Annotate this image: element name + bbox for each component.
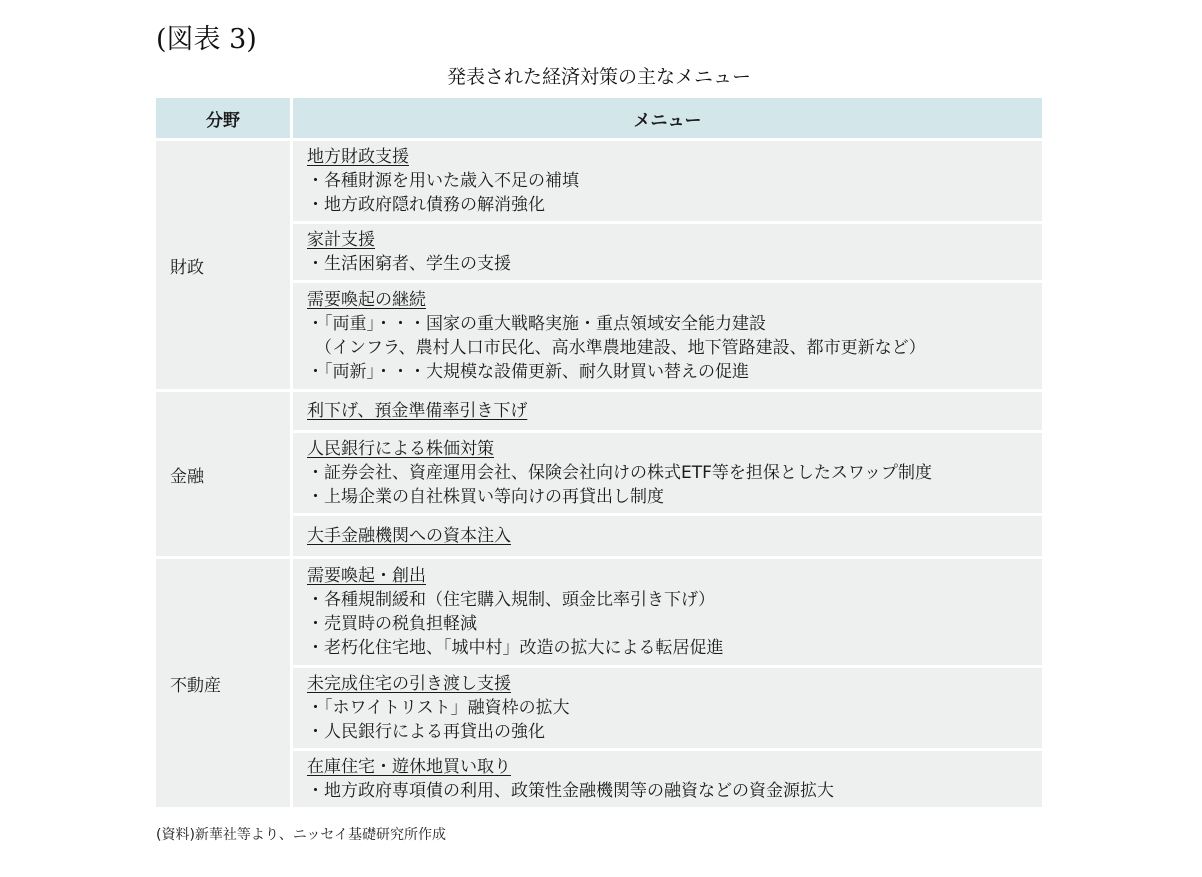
item-bullet: ・証券会社、資産運用会社、保険会社向けの株式ETF等を担保としたスワップ制度 [307,463,933,483]
section-finance [156,392,1042,556]
item-title: 需要喚起の継続 [307,290,426,310]
table-header [156,98,1042,138]
category-cell: 不動産 [156,559,290,807]
item-bullet: ・各種規制緩和（住宅購入規制、頭金比率引き下げ） [307,590,715,610]
menu-item [293,283,1042,389]
section-items [293,392,1042,556]
header-category: 分野 [156,98,290,138]
section-real-estate [156,559,1042,807]
item-bullet: （インフラ、農村人口市民化、高水準農地建設、地下管路建設、都市更新など） [315,338,926,358]
item-bullet: ・「両重」・・・国家の重大戦略実施・重点領域安全能力建設 [307,314,766,334]
item-title: 大手金融機関への資本注入 [307,526,511,546]
category-cell: 財政 [156,141,290,389]
item-bullet: ・各種財源を用いた歳入不足の補填 [307,171,579,191]
item-bullet: ・地方政府隠れ債務の解消強化 [307,195,545,215]
item-bullet: ・老朽化住宅地、「城中村」改造の拡大による転居促進 [307,638,724,658]
source-note: (資料)新華社等より、ニッセイ基礎研究所作成 [156,827,446,843]
menu-item [293,559,1042,665]
item-bullet: ・人民銀行による再貸出の強化 [307,722,545,742]
item-bullet: ・地方政府専項債の利用、政策性金融機関等の融資などの資金源拡大 [307,781,834,801]
header-menu: メニュー [293,98,1042,138]
item-title: 利下げ、預金準備率引き下げ [307,401,528,421]
item-bullet: ・生活困窮者、学生の支援 [307,254,511,274]
item-bullet: ・売買時の税負担軽減 [307,614,477,634]
item-title: 人民銀行による株価対策 [307,439,494,459]
menu-item [293,141,1042,221]
item-title: 未完成住宅の引き渡し支援 [307,674,511,694]
item-title: 家計支援 [307,230,375,250]
item-bullet: ・上場企業の自社株買い等向けの再貸出し制度 [307,487,664,507]
section-items [293,559,1042,807]
menu-item [293,668,1042,748]
figure-label: (図表 3) [156,24,257,55]
section-items [293,141,1042,389]
item-bullet: ・「ホワイトリスト」融資枠の拡大 [307,698,570,718]
menu-item [293,392,1042,430]
menu-item [293,751,1042,807]
menu-item [293,516,1042,556]
item-title: 地方財政支援 [307,147,409,167]
menu-item [293,224,1042,280]
section-fiscal [156,141,1042,389]
category-cell: 金融 [156,392,290,556]
item-bullet: ・「両新」・・・大規模な設備更新、耐久財買い替えの促進 [307,362,749,382]
item-title: 需要喚起・創出 [307,566,426,586]
menu-item [293,433,1042,513]
table-title: 発表された経済対策の主なメニュー [446,66,751,88]
menu-table [156,98,1042,807]
item-title: 在庫住宅・遊休地買い取り [307,757,511,777]
